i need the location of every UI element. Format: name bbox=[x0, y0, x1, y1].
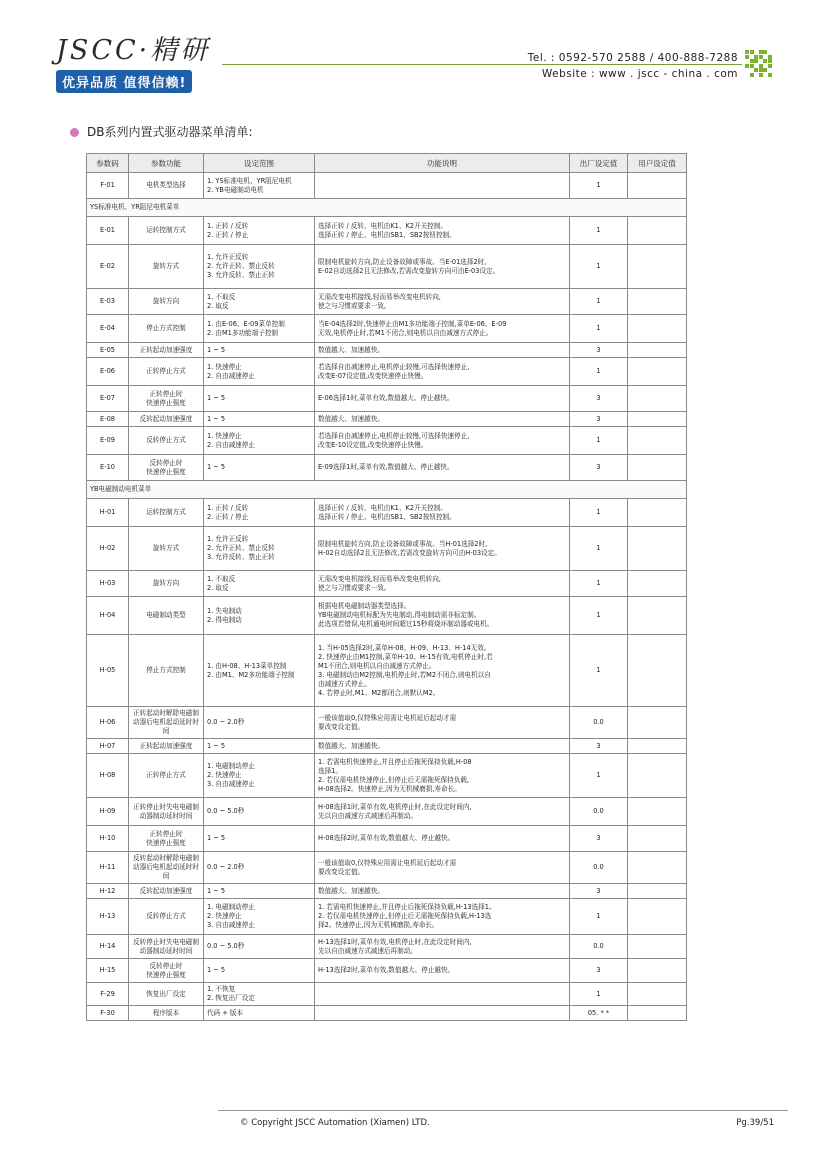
cell-function: 电磁制动类型 bbox=[129, 597, 204, 635]
cell-code: F-29 bbox=[87, 983, 129, 1006]
cell-code: H-04 bbox=[87, 597, 129, 635]
cell-range: 1. 正转 / 反转 2. 正转 / 停止 bbox=[204, 499, 315, 527]
cell-user bbox=[628, 597, 687, 635]
cell-code: E-07 bbox=[87, 386, 129, 412]
cell-function: 停止方式控制 bbox=[129, 635, 204, 707]
cell-description: H-13选择2时,菜单有效,数值越大、停止越快。 bbox=[315, 959, 570, 983]
cell-code: H-01 bbox=[87, 499, 129, 527]
cell-range: 1 ~ 5 bbox=[204, 386, 315, 412]
table-row bbox=[87, 739, 687, 754]
cell-range: 1 ~ 5 bbox=[204, 455, 315, 481]
cell-range: 1. 快速停止 2. 自由减速停止 bbox=[204, 427, 315, 455]
cell-user bbox=[628, 343, 687, 358]
cell-user bbox=[628, 935, 687, 959]
cell-description: 一般该值取0,仅特殊应用需让电机延后起动才需 要改变设定值。 bbox=[315, 707, 570, 739]
cell-function: 反转停止方式 bbox=[129, 427, 204, 455]
table-row bbox=[87, 499, 687, 527]
table-row bbox=[87, 455, 687, 481]
cell-default: 1 bbox=[570, 358, 628, 386]
logo-text: JSCC·精研 bbox=[56, 35, 211, 66]
cell-range: 1. 由H-08、H-13菜单控制 2. 由M1、M2多功能端子控制 bbox=[204, 635, 315, 707]
cell-default: 3 bbox=[570, 826, 628, 852]
cell-user bbox=[628, 754, 687, 798]
cell-code: H-12 bbox=[87, 884, 129, 899]
table-row bbox=[87, 386, 687, 412]
table-row bbox=[87, 343, 687, 358]
cell-description: E-09选择1时,菜单有效,数值越大、停止越快。 bbox=[315, 455, 570, 481]
cell-default: 0.0 bbox=[570, 852, 628, 884]
cell-range: 代码 + 版本 bbox=[204, 1006, 315, 1021]
footer-copyright: © Copyright JSCC Automation (Xiamen) LTD. bbox=[240, 1118, 430, 1128]
cell-function: 旋转方式 bbox=[129, 245, 204, 289]
cell-code: H-07 bbox=[87, 739, 129, 754]
cell-description: H-08选择1时,菜单有效,电机停止时,在此设定时间内, 先以自由减速方式减速后再制动。 bbox=[315, 798, 570, 826]
cell-user bbox=[628, 571, 687, 597]
cell-default: 1 bbox=[570, 217, 628, 245]
cell-description: 数值越大、加速越快。 bbox=[315, 739, 570, 754]
cell-range: 1. 由E-06、E-09菜单控制 2. 由M1多功能端子控制 bbox=[204, 315, 315, 343]
cell-user bbox=[628, 289, 687, 315]
cell-default: 3 bbox=[570, 959, 628, 983]
cell-default: 0.0 bbox=[570, 935, 628, 959]
cell-description: E-06选择1时,菜单有效,数值越大、停止越快。 bbox=[315, 386, 570, 412]
table-row bbox=[87, 899, 687, 935]
section-title: YB电磁制动电机菜单 bbox=[87, 481, 687, 499]
cell-description: 1. 当H-05选择2时,菜单H-08、H-09、H-13、H-14无效。 2. 快速停止由M1控制,菜单H-10、H-15有效,电机停止时,若 M1不闭合,则电机以自由减速方式停止。 3. 电磁制动由M2控制,电机停止时,若M2不闭合,则电机以自 由减速方式停止。 4. 若停止时,M1、M2都闭合,则默认M2。 bbox=[315, 635, 570, 707]
cell-code: H-05 bbox=[87, 635, 129, 707]
col-header-default: 出厂设定值 bbox=[570, 154, 628, 173]
cell-code: E-01 bbox=[87, 217, 129, 245]
cell-code: H-11 bbox=[87, 852, 129, 884]
cell-range: 1 ~ 5 bbox=[204, 739, 315, 754]
cell-description: 限制电机旋转方向,防止设备故障或事故。当H-01选择2时, H-02自动选择2且无法修改,若需改变旋转方向可由H-03设定。 bbox=[315, 527, 570, 571]
cell-description: 1. 若需电机快速停止,并且停止后拖死保持负载,H-08 选择1。 2. 若仅需电机快速停止,但停止后无需拖死保持负载, H-08选择2。快速停止,因为无机械磨损,寿命长。 bbox=[315, 754, 570, 798]
cell-description: 数值越大、加速越快。 bbox=[315, 412, 570, 427]
cell-default: 05. * * bbox=[570, 1006, 628, 1021]
page-heading bbox=[70, 123, 253, 140]
cell-code: E-08 bbox=[87, 412, 129, 427]
cell-function: 正转起动时解除电磁制 动器后电机起动延时时间 bbox=[129, 707, 204, 739]
cell-range: 1. 失电制动 2. 得电制动 bbox=[204, 597, 315, 635]
cell-user bbox=[628, 884, 687, 899]
cell-range: 0.0 ~ 2.0秒 bbox=[204, 707, 315, 739]
table-row bbox=[87, 315, 687, 343]
cell-range: 1. 快速停止 2. 自由减速停止 bbox=[204, 358, 315, 386]
company-logo bbox=[56, 36, 226, 93]
cell-default: 3 bbox=[570, 386, 628, 412]
cell-default: 3 bbox=[570, 412, 628, 427]
cell-range: 1 ~ 5 bbox=[204, 959, 315, 983]
cell-function: 反转起动加速强度 bbox=[129, 884, 204, 899]
cell-user bbox=[628, 527, 687, 571]
cell-user bbox=[628, 386, 687, 412]
table-row bbox=[87, 427, 687, 455]
col-header-function: 参数功能 bbox=[129, 154, 204, 173]
cell-description: 一般该值取0,仅特殊应用需让电机延后起动才需 要改变设定值。 bbox=[315, 852, 570, 884]
cell-user bbox=[628, 826, 687, 852]
cell-description: H-13选择1时,菜单有效,电机停止时,在此设定时间内, 先以自由减速方式减速后再制动。 bbox=[315, 935, 570, 959]
cell-description bbox=[315, 1006, 570, 1021]
cell-code: H-13 bbox=[87, 899, 129, 935]
cell-function: 恢复出厂设定 bbox=[129, 983, 204, 1006]
cell-code: E-10 bbox=[87, 455, 129, 481]
cell-user bbox=[628, 798, 687, 826]
table-row bbox=[87, 983, 687, 1006]
cell-code: E-02 bbox=[87, 245, 129, 289]
cell-range: 1. 允许正反转 2. 允许正转、禁止反转 3. 允许反转、禁止正转 bbox=[204, 527, 315, 571]
cell-function: 反转停止时 快速停止强度 bbox=[129, 455, 204, 481]
cell-function: 旋转方向 bbox=[129, 289, 204, 315]
cell-description bbox=[315, 173, 570, 199]
cell-default: 0.0 bbox=[570, 798, 628, 826]
table-row bbox=[87, 571, 687, 597]
cell-range: 1. 不取反 2. 取反 bbox=[204, 289, 315, 315]
cell-function: 正转停止时失电电磁制 动器制动延时时间 bbox=[129, 798, 204, 826]
cell-default: 1 bbox=[570, 289, 628, 315]
cell-function: 运转控制方式 bbox=[129, 499, 204, 527]
footer-divider bbox=[218, 1110, 788, 1111]
cell-code: H-15 bbox=[87, 959, 129, 983]
table-row bbox=[87, 217, 687, 245]
cell-range: 1 ~ 5 bbox=[204, 343, 315, 358]
cell-range: 1 ~ 5 bbox=[204, 884, 315, 899]
cell-user bbox=[628, 217, 687, 245]
cell-user bbox=[628, 427, 687, 455]
table-row bbox=[87, 959, 687, 983]
cell-default: 1 bbox=[570, 899, 628, 935]
cell-function: 旋转方向 bbox=[129, 571, 204, 597]
cell-code: E-04 bbox=[87, 315, 129, 343]
cell-function: 正转起动加速强度 bbox=[129, 343, 204, 358]
cell-user bbox=[628, 412, 687, 427]
cell-user bbox=[628, 852, 687, 884]
table-row bbox=[87, 1006, 687, 1021]
cell-code: H-02 bbox=[87, 527, 129, 571]
cell-function: 正转起动加速强度 bbox=[129, 739, 204, 754]
cell-range: 1 ~ 5 bbox=[204, 412, 315, 427]
cell-function: 正转停止时 快速停止强度 bbox=[129, 386, 204, 412]
col-header-user: 用户设定值 bbox=[628, 154, 687, 173]
cell-function: 旋转方式 bbox=[129, 527, 204, 571]
cell-user bbox=[628, 455, 687, 481]
cell-description: 若选择自由减速停止,电机停止较慢,可选择快速停止, 改变E-10设定值,改变快速停止快慢。 bbox=[315, 427, 570, 455]
cell-range: 0.0 ~ 5.0秒 bbox=[204, 935, 315, 959]
cell-user bbox=[628, 499, 687, 527]
cell-user bbox=[628, 173, 687, 199]
table-row bbox=[87, 358, 687, 386]
cell-user bbox=[628, 635, 687, 707]
contact-website: Website : www . jscc - china . com bbox=[541, 68, 738, 80]
cell-description: 1. 若需电机快速停止,并且停止后拖死保持负载,H-13选择1。 2. 若仅需电机快速停止,但停止后无需拖死保持负载,H-13选 择2。快速停止,因为无机械磨损,寿命长。 bbox=[315, 899, 570, 935]
table-row bbox=[87, 798, 687, 826]
cell-default: 1 bbox=[570, 754, 628, 798]
logo-slogan: 优异品质 值得信赖! bbox=[56, 70, 192, 93]
cell-range: 1. 电磁制动停止 2. 快速停止 3. 自由减速停止 bbox=[204, 754, 315, 798]
cell-function: 程序版本 bbox=[129, 1006, 204, 1021]
contact-tel: Tel. : 0592-570 2588 / 400-888-7288 bbox=[527, 52, 738, 64]
cell-default: 1 bbox=[570, 571, 628, 597]
table-row bbox=[87, 884, 687, 899]
table-row bbox=[87, 635, 687, 707]
cell-range: 1. 正转 / 反转 2. 正转 / 停止 bbox=[204, 217, 315, 245]
cell-code: E-09 bbox=[87, 427, 129, 455]
cell-range: 1. 不取反 2. 取反 bbox=[204, 571, 315, 597]
cell-range: 1. 不恢复 2. 恢复出厂设定 bbox=[204, 983, 315, 1006]
cell-code: E-05 bbox=[87, 343, 129, 358]
section-title: YS标准电机、YR阻尼电机菜单 bbox=[87, 199, 687, 217]
cell-description: 当E-04选择2时,快速停止由M1多功能端子控制,菜单E-06、E-09 无效,电机停止时,若M1不闭合,则电机以自由减速方式停止。 bbox=[315, 315, 570, 343]
col-header-description: 功能说明 bbox=[315, 154, 570, 173]
cell-description: 选择正转 / 反转、电机由K1、K2开关控制。 选择正转 / 停止、电机由SB1、SB2按钮控制。 bbox=[315, 499, 570, 527]
table-row bbox=[87, 826, 687, 852]
cell-code: F-30 bbox=[87, 1006, 129, 1021]
cell-code: H-03 bbox=[87, 571, 129, 597]
cell-user bbox=[628, 245, 687, 289]
cell-user bbox=[628, 983, 687, 1006]
section-row bbox=[87, 199, 687, 217]
cell-range: 1. YS标准电机、YR阻尼电机 2. YB电磁制动电机 bbox=[204, 173, 315, 199]
cell-description bbox=[315, 983, 570, 1006]
footer-page-number: Pg.39/51 bbox=[736, 1118, 774, 1128]
cell-default: 3 bbox=[570, 884, 628, 899]
cell-default: 1 bbox=[570, 427, 628, 455]
cell-default: 1 bbox=[570, 173, 628, 199]
cell-function: 反转停止方式 bbox=[129, 899, 204, 935]
cell-function: 正转停止方式 bbox=[129, 358, 204, 386]
cell-range: 1. 允许正反转 2. 允许正转、禁止反转 3. 允许反转、禁止正转 bbox=[204, 245, 315, 289]
cell-description: 数值越大、加速越快。 bbox=[315, 884, 570, 899]
cell-default: 3 bbox=[570, 343, 628, 358]
cell-default: 1 bbox=[570, 527, 628, 571]
cell-user bbox=[628, 739, 687, 754]
col-header-code: 参数码 bbox=[87, 154, 129, 173]
cell-range: 1. 电磁制动停止 2. 快速停止 3. 自由减速停止 bbox=[204, 899, 315, 935]
cell-description: H-08选择2时,菜单有效,数值越大、停止越快。 bbox=[315, 826, 570, 852]
mosaic-decoration-icon bbox=[745, 50, 771, 78]
table-row bbox=[87, 597, 687, 635]
cell-user bbox=[628, 358, 687, 386]
table-row bbox=[87, 852, 687, 884]
section-row bbox=[87, 481, 687, 499]
table-row bbox=[87, 707, 687, 739]
cell-description: 选择正转 / 反转、电机由K1、K2开关控制。 选择正转 / 停止、电机由SB1、SB2按钮控制。 bbox=[315, 217, 570, 245]
cell-default: 3 bbox=[570, 455, 628, 481]
table-row bbox=[87, 289, 687, 315]
cell-range: 1 ~ 5 bbox=[204, 826, 315, 852]
cell-user bbox=[628, 959, 687, 983]
cell-description: 数值越大、加速越快。 bbox=[315, 343, 570, 358]
cell-default: 1 bbox=[570, 597, 628, 635]
table-row bbox=[87, 245, 687, 289]
cell-default: 1 bbox=[570, 635, 628, 707]
cell-default: 0.0 bbox=[570, 707, 628, 739]
cell-code: H-14 bbox=[87, 935, 129, 959]
col-header-range: 设定范围 bbox=[204, 154, 315, 173]
cell-code: H-10 bbox=[87, 826, 129, 852]
cell-code: H-06 bbox=[87, 707, 129, 739]
cell-function: 正转停止时 快速停止强度 bbox=[129, 826, 204, 852]
cell-function: 电机类型选择 bbox=[129, 173, 204, 199]
cell-function: 反转停止时 快速停止强度 bbox=[129, 959, 204, 983]
cell-description: 若选择自由减速停止,电机停止较慢,可选择快速停止, 改变E-07设定值,改变快速停止快慢。 bbox=[315, 358, 570, 386]
contact-info bbox=[528, 50, 738, 82]
cell-user bbox=[628, 707, 687, 739]
cell-function: 正转停止方式 bbox=[129, 754, 204, 798]
table-row bbox=[87, 173, 687, 199]
cell-description: 无需改变电机接线,轻而易举改变电机转向, 使之与习惯或要求一致。 bbox=[315, 289, 570, 315]
cell-range: 0.0 ~ 5.0秒 bbox=[204, 798, 315, 826]
cell-code: H-08 bbox=[87, 754, 129, 798]
cell-function: 运转控制方式 bbox=[129, 217, 204, 245]
cell-user bbox=[628, 315, 687, 343]
table-row bbox=[87, 412, 687, 427]
cell-default: 1 bbox=[570, 245, 628, 289]
cell-code: E-03 bbox=[87, 289, 129, 315]
cell-function: 反转起动加速强度 bbox=[129, 412, 204, 427]
table-row bbox=[87, 527, 687, 571]
table-row bbox=[87, 754, 687, 798]
cell-description: 根据电机电磁制动器类型选择。 YB电磁制动电机标配为失电制动,得电制动需非标定制。 此选项若错误,电机通电时间超过15秒将烧坏制动器或电机。 bbox=[315, 597, 570, 635]
cell-function: 反转停止时失电电磁制 动器制动延时时间 bbox=[129, 935, 204, 959]
cell-description: 无需改变电机接线,轻而易举改变电机转向, 使之与习惯或要求一致。 bbox=[315, 571, 570, 597]
cell-function: 反转起动时解除电磁制 动器后电机起动延时时间 bbox=[129, 852, 204, 884]
menu-table bbox=[86, 153, 687, 1021]
cell-default: 1 bbox=[570, 983, 628, 1006]
cell-code: E-06 bbox=[87, 358, 129, 386]
table-row bbox=[87, 935, 687, 959]
cell-description: 限制电机旋转方向,防止设备故障或事故。当E-01选择2时, E-02自动选择2且无法修改,若需改变旋转方向可由E-03设定。 bbox=[315, 245, 570, 289]
cell-range: 0.0 ~ 2.0秒 bbox=[204, 852, 315, 884]
cell-default: 1 bbox=[570, 315, 628, 343]
cell-user bbox=[628, 1006, 687, 1021]
page-title: DB系列内置式驱动器菜单清单: bbox=[87, 125, 253, 139]
cell-user bbox=[628, 899, 687, 935]
bullet-dot-icon bbox=[70, 128, 79, 137]
cell-default: 1 bbox=[570, 499, 628, 527]
cell-function: 停止方式控制 bbox=[129, 315, 204, 343]
table-header-row bbox=[87, 154, 687, 173]
cell-code: H-09 bbox=[87, 798, 129, 826]
cell-code: F-01 bbox=[87, 173, 129, 199]
cell-default: 3 bbox=[570, 739, 628, 754]
